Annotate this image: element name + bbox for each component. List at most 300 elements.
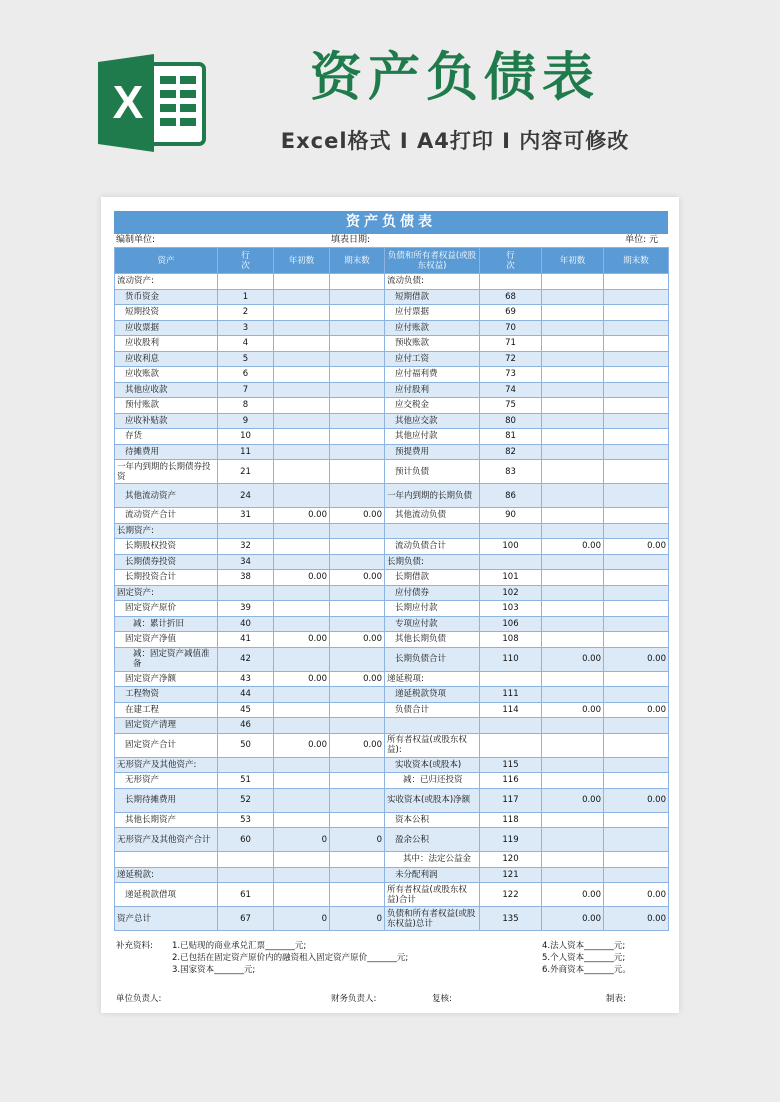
asset-line-no[interactable] <box>218 585 274 601</box>
asset-name[interactable]: 一年内到期的长期债券投资 <box>115 460 218 484</box>
liability-end-value[interactable] <box>604 867 669 883</box>
asset-name[interactable] <box>115 852 218 868</box>
asset-end-value[interactable] <box>330 718 385 734</box>
asset-begin-value[interactable] <box>274 429 330 445</box>
liability-line-no[interactable]: 121 <box>480 867 542 883</box>
asset-line-no[interactable]: 45 <box>218 702 274 718</box>
liability-line-no[interactable]: 122 <box>480 883 542 907</box>
liability-line-no[interactable]: 117 <box>480 788 542 812</box>
liability-line-no[interactable] <box>480 671 542 687</box>
asset-name[interactable]: 固定资产清理 <box>115 718 218 734</box>
liability-begin-value[interactable]: 0.00 <box>542 539 604 555</box>
asset-name[interactable]: 固定资产净值 <box>115 632 218 648</box>
liability-begin-value[interactable] <box>542 687 604 703</box>
liability-name[interactable]: 其他流动负债 <box>385 508 480 524</box>
liability-end-value[interactable] <box>604 523 669 539</box>
liability-name[interactable]: 递延税款贷项 <box>385 687 480 703</box>
asset-line-no[interactable]: 46 <box>218 718 274 734</box>
asset-begin-value[interactable] <box>274 647 330 671</box>
asset-name[interactable]: 固定资产原价 <box>115 601 218 617</box>
asset-end-value[interactable] <box>330 460 385 484</box>
asset-line-no[interactable]: 50 <box>218 733 274 757</box>
asset-line-no[interactable] <box>218 852 274 868</box>
asset-end-value[interactable] <box>330 647 385 671</box>
asset-line-no[interactable]: 34 <box>218 554 274 570</box>
liability-line-no[interactable] <box>480 274 542 290</box>
asset-line-no[interactable]: 8 <box>218 398 274 414</box>
liability-name[interactable]: 应付福利费 <box>385 367 480 383</box>
liability-begin-value[interactable] <box>542 413 604 429</box>
liability-begin-value[interactable] <box>542 305 604 321</box>
asset-begin-value[interactable] <box>274 883 330 907</box>
asset-name[interactable]: 存货 <box>115 429 218 445</box>
liability-begin-value[interactable] <box>542 718 604 734</box>
asset-name[interactable]: 应收股利 <box>115 336 218 352</box>
asset-line-no[interactable]: 32 <box>218 539 274 555</box>
asset-end-value[interactable] <box>330 382 385 398</box>
liability-begin-value[interactable] <box>542 367 604 383</box>
liability-end-value[interactable] <box>604 852 669 868</box>
liability-line-no[interactable] <box>480 718 542 734</box>
liability-begin-value[interactable] <box>542 773 604 789</box>
liability-begin-value[interactable] <box>542 429 604 445</box>
liability-begin-value[interactable] <box>542 460 604 484</box>
asset-line-no[interactable] <box>218 274 274 290</box>
asset-line-no[interactable]: 4 <box>218 336 274 352</box>
asset-line-no[interactable] <box>218 523 274 539</box>
liability-end-value[interactable] <box>604 484 669 508</box>
asset-end-value[interactable] <box>330 274 385 290</box>
liability-end-value[interactable] <box>604 671 669 687</box>
liability-end-value[interactable] <box>604 812 669 828</box>
liability-end-value[interactable] <box>604 274 669 290</box>
liability-name[interactable]: 应付股利 <box>385 382 480 398</box>
asset-name[interactable]: 流动资产合计 <box>115 508 218 524</box>
liability-name[interactable]: 应付债券 <box>385 585 480 601</box>
asset-begin-value[interactable] <box>274 585 330 601</box>
liability-line-no[interactable]: 74 <box>480 382 542 398</box>
asset-end-value[interactable] <box>330 484 385 508</box>
asset-name[interactable]: 应收利息 <box>115 351 218 367</box>
liability-name[interactable]: 所有者权益(或股东权益)合计 <box>385 883 480 907</box>
asset-name[interactable]: 递延税款借项 <box>115 883 218 907</box>
liability-begin-value[interactable] <box>542 570 604 586</box>
asset-name[interactable]: 工程物资 <box>115 687 218 703</box>
asset-line-no[interactable]: 6 <box>218 367 274 383</box>
liability-begin-value[interactable] <box>542 867 604 883</box>
asset-name[interactable]: 无形资产 <box>115 773 218 789</box>
liability-begin-value[interactable] <box>542 601 604 617</box>
asset-end-value[interactable] <box>330 867 385 883</box>
asset-begin-value[interactable]: 0.00 <box>274 632 330 648</box>
asset-line-no[interactable]: 11 <box>218 444 274 460</box>
asset-end-value[interactable] <box>330 289 385 305</box>
asset-line-no[interactable]: 67 <box>218 907 274 931</box>
asset-begin-value[interactable] <box>274 367 330 383</box>
liability-line-no[interactable]: 69 <box>480 305 542 321</box>
liability-name[interactable]: 递延税项: <box>385 671 480 687</box>
liability-end-value[interactable] <box>604 289 669 305</box>
asset-end-value[interactable] <box>330 883 385 907</box>
liability-line-no[interactable]: 71 <box>480 336 542 352</box>
asset-end-value[interactable]: 0.00 <box>330 733 385 757</box>
asset-line-no[interactable]: 41 <box>218 632 274 648</box>
liability-end-value[interactable] <box>604 429 669 445</box>
asset-name[interactable]: 长期待摊费用 <box>115 788 218 812</box>
asset-name[interactable]: 流动资产: <box>115 274 218 290</box>
liability-begin-value[interactable] <box>542 632 604 648</box>
asset-end-value[interactable] <box>330 351 385 367</box>
asset-begin-value[interactable] <box>274 523 330 539</box>
liability-end-value[interactable] <box>604 733 669 757</box>
asset-begin-value[interactable] <box>274 398 330 414</box>
liability-line-no[interactable]: 106 <box>480 616 542 632</box>
liability-end-value[interactable] <box>604 718 669 734</box>
liability-end-value[interactable]: 0.00 <box>604 907 669 931</box>
liability-line-no[interactable]: 75 <box>480 398 542 414</box>
liability-line-no[interactable]: 101 <box>480 570 542 586</box>
asset-name[interactable]: 减：固定资产减值准备 <box>115 647 218 671</box>
asset-end-value[interactable]: 0.00 <box>330 671 385 687</box>
liability-line-no[interactable] <box>480 733 542 757</box>
asset-begin-value[interactable] <box>274 616 330 632</box>
asset-begin-value[interactable] <box>274 460 330 484</box>
asset-line-no[interactable]: 5 <box>218 351 274 367</box>
liability-name[interactable]: 其他应交款 <box>385 413 480 429</box>
liability-line-no[interactable]: 135 <box>480 907 542 931</box>
asset-name[interactable]: 固定资产合计 <box>115 733 218 757</box>
liability-end-value[interactable] <box>604 305 669 321</box>
liability-begin-value[interactable] <box>542 274 604 290</box>
liability-name[interactable]: 预收账款 <box>385 336 480 352</box>
liability-name[interactable]: 应交税金 <box>385 398 480 414</box>
asset-end-value[interactable] <box>330 320 385 336</box>
asset-begin-value[interactable]: 0.00 <box>274 508 330 524</box>
liability-end-value[interactable] <box>604 554 669 570</box>
liability-begin-value[interactable] <box>542 382 604 398</box>
asset-line-no[interactable]: 3 <box>218 320 274 336</box>
asset-end-value[interactable] <box>330 757 385 773</box>
asset-line-no[interactable]: 52 <box>218 788 274 812</box>
asset-end-value[interactable] <box>330 852 385 868</box>
asset-name[interactable]: 其他流动资产 <box>115 484 218 508</box>
liability-end-value[interactable] <box>604 773 669 789</box>
asset-begin-value[interactable] <box>274 702 330 718</box>
liability-begin-value[interactable]: 0.00 <box>542 702 604 718</box>
asset-begin-value[interactable] <box>274 305 330 321</box>
liability-line-no[interactable]: 118 <box>480 812 542 828</box>
asset-end-value[interactable] <box>330 687 385 703</box>
liability-name[interactable]: 实收资本(或股本) <box>385 757 480 773</box>
liability-line-no[interactable]: 73 <box>480 367 542 383</box>
asset-end-value[interactable] <box>330 773 385 789</box>
asset-name[interactable]: 货币资金 <box>115 289 218 305</box>
asset-end-value[interactable] <box>330 601 385 617</box>
liability-line-no[interactable] <box>480 554 542 570</box>
liability-end-value[interactable] <box>604 351 669 367</box>
asset-line-no[interactable]: 24 <box>218 484 274 508</box>
liability-begin-value[interactable] <box>542 585 604 601</box>
liability-name[interactable]: 未分配利润 <box>385 867 480 883</box>
asset-begin-value[interactable] <box>274 444 330 460</box>
asset-name[interactable]: 资产总计 <box>115 907 218 931</box>
asset-end-value[interactable]: 0 <box>330 907 385 931</box>
liability-name[interactable]: 减：已归还投资 <box>385 773 480 789</box>
liability-begin-value[interactable] <box>542 444 604 460</box>
asset-line-no[interactable]: 7 <box>218 382 274 398</box>
liability-end-value[interactable] <box>604 632 669 648</box>
liability-begin-value[interactable] <box>542 484 604 508</box>
asset-begin-value[interactable]: 0.00 <box>274 671 330 687</box>
asset-begin-value[interactable] <box>274 867 330 883</box>
liability-line-no[interactable]: 114 <box>480 702 542 718</box>
liability-end-value[interactable] <box>604 687 669 703</box>
liability-end-value[interactable] <box>604 828 669 852</box>
asset-name[interactable]: 其他应收款 <box>115 382 218 398</box>
asset-end-value[interactable] <box>330 554 385 570</box>
liability-name[interactable]: 预提费用 <box>385 444 480 460</box>
liability-line-no[interactable]: 116 <box>480 773 542 789</box>
asset-begin-value[interactable] <box>274 554 330 570</box>
liability-end-value[interactable] <box>604 398 669 414</box>
asset-line-no[interactable]: 51 <box>218 773 274 789</box>
asset-line-no[interactable]: 1 <box>218 289 274 305</box>
liability-end-value[interactable] <box>604 570 669 586</box>
liability-name[interactable]: 资本公积 <box>385 812 480 828</box>
liability-name[interactable]: 实收资本(或股本)净额 <box>385 788 480 812</box>
liability-end-value[interactable]: 0.00 <box>604 883 669 907</box>
liability-end-value[interactable]: 0.00 <box>604 788 669 812</box>
liability-name[interactable]: 流动负债: <box>385 274 480 290</box>
asset-begin-value[interactable] <box>274 852 330 868</box>
asset-line-no[interactable]: 42 <box>218 647 274 671</box>
asset-line-no[interactable]: 2 <box>218 305 274 321</box>
liability-end-value[interactable] <box>604 508 669 524</box>
asset-end-value[interactable] <box>330 539 385 555</box>
liability-line-no[interactable]: 72 <box>480 351 542 367</box>
asset-end-value[interactable] <box>330 336 385 352</box>
asset-begin-value[interactable]: 0.00 <box>274 570 330 586</box>
asset-end-value[interactable]: 0 <box>330 828 385 852</box>
liability-line-no[interactable]: 111 <box>480 687 542 703</box>
asset-begin-value[interactable] <box>274 484 330 508</box>
asset-name[interactable]: 固定资产净额 <box>115 671 218 687</box>
asset-end-value[interactable] <box>330 429 385 445</box>
liability-end-value[interactable] <box>604 413 669 429</box>
liability-line-no[interactable]: 103 <box>480 601 542 617</box>
asset-line-no[interactable] <box>218 867 274 883</box>
asset-name[interactable]: 其他长期资产 <box>115 812 218 828</box>
asset-line-no[interactable]: 10 <box>218 429 274 445</box>
liability-line-no[interactable]: 108 <box>480 632 542 648</box>
asset-begin-value[interactable]: 0.00 <box>274 733 330 757</box>
asset-name[interactable]: 递延税款: <box>115 867 218 883</box>
asset-end-value[interactable] <box>330 398 385 414</box>
liability-name[interactable]: 短期借款 <box>385 289 480 305</box>
liability-end-value[interactable] <box>604 320 669 336</box>
liability-begin-value[interactable] <box>542 508 604 524</box>
asset-name[interactable]: 待摊费用 <box>115 444 218 460</box>
asset-begin-value[interactable] <box>274 718 330 734</box>
liability-name[interactable]: 应付票据 <box>385 305 480 321</box>
asset-end-value[interactable] <box>330 305 385 321</box>
liability-begin-value[interactable] <box>542 554 604 570</box>
asset-begin-value[interactable] <box>274 773 330 789</box>
liability-name[interactable]: 专项应付款 <box>385 616 480 632</box>
liability-name[interactable]: 预计负债 <box>385 460 480 484</box>
asset-line-no[interactable]: 31 <box>218 508 274 524</box>
liability-end-value[interactable] <box>604 444 669 460</box>
asset-line-no[interactable] <box>218 757 274 773</box>
asset-begin-value[interactable] <box>274 351 330 367</box>
asset-name[interactable]: 短期投资 <box>115 305 218 321</box>
liability-begin-value[interactable] <box>542 812 604 828</box>
liability-name[interactable]: 长期负债: <box>385 554 480 570</box>
asset-line-no[interactable]: 53 <box>218 812 274 828</box>
liability-name[interactable]: 盈余公积 <box>385 828 480 852</box>
liability-end-value[interactable] <box>604 585 669 601</box>
asset-end-value[interactable] <box>330 812 385 828</box>
asset-line-no[interactable]: 61 <box>218 883 274 907</box>
liability-name[interactable] <box>385 718 480 734</box>
liability-name[interactable]: 长期借款 <box>385 570 480 586</box>
liability-end-value[interactable]: 0.00 <box>604 647 669 671</box>
asset-begin-value[interactable] <box>274 812 330 828</box>
liability-line-no[interactable]: 100 <box>480 539 542 555</box>
asset-end-value[interactable]: 0.00 <box>330 508 385 524</box>
liability-name[interactable]: 应付账款 <box>385 320 480 336</box>
asset-end-value[interactable]: 0.00 <box>330 570 385 586</box>
asset-begin-value[interactable] <box>274 757 330 773</box>
liability-begin-value[interactable] <box>542 398 604 414</box>
asset-end-value[interactable] <box>330 444 385 460</box>
liability-line-no[interactable]: 119 <box>480 828 542 852</box>
asset-name[interactable]: 预付账款 <box>115 398 218 414</box>
liability-name[interactable]: 所有者权益(或股东权益): <box>385 733 480 757</box>
asset-begin-value[interactable] <box>274 289 330 305</box>
liability-line-no[interactable]: 115 <box>480 757 542 773</box>
asset-end-value[interactable]: 0.00 <box>330 632 385 648</box>
liability-begin-value[interactable] <box>542 351 604 367</box>
asset-begin-value[interactable] <box>274 336 330 352</box>
asset-name[interactable]: 应收补贴款 <box>115 413 218 429</box>
liability-name[interactable]: 长期负债合计 <box>385 647 480 671</box>
asset-name[interactable]: 减：累计折旧 <box>115 616 218 632</box>
asset-line-no[interactable]: 43 <box>218 671 274 687</box>
asset-begin-value[interactable] <box>274 320 330 336</box>
liability-line-no[interactable]: 68 <box>480 289 542 305</box>
liability-line-no[interactable]: 81 <box>480 429 542 445</box>
asset-name[interactable]: 无形资产及其他资产合计 <box>115 828 218 852</box>
liability-begin-value[interactable] <box>542 852 604 868</box>
liability-name[interactable]: 流动负债合计 <box>385 539 480 555</box>
asset-name[interactable]: 应收账款 <box>115 367 218 383</box>
liability-end-value[interactable]: 0.00 <box>604 702 669 718</box>
liability-name[interactable]: 应付工资 <box>385 351 480 367</box>
liability-line-no[interactable]: 82 <box>480 444 542 460</box>
liability-end-value[interactable] <box>604 460 669 484</box>
asset-end-value[interactable] <box>330 616 385 632</box>
liability-name[interactable] <box>385 523 480 539</box>
asset-name[interactable]: 长期股权投资 <box>115 539 218 555</box>
liability-end-value[interactable] <box>604 367 669 383</box>
liability-begin-value[interactable] <box>542 671 604 687</box>
liability-line-no[interactable]: 80 <box>480 413 542 429</box>
liability-end-value[interactable] <box>604 336 669 352</box>
asset-end-value[interactable] <box>330 702 385 718</box>
asset-begin-value[interactable]: 0 <box>274 828 330 852</box>
liability-begin-value[interactable]: 0.00 <box>542 907 604 931</box>
liability-begin-value[interactable] <box>542 616 604 632</box>
liability-begin-value[interactable]: 0.00 <box>542 788 604 812</box>
asset-line-no[interactable]: 39 <box>218 601 274 617</box>
liability-begin-value[interactable]: 0.00 <box>542 883 604 907</box>
liability-line-no[interactable]: 120 <box>480 852 542 868</box>
asset-name[interactable]: 在建工程 <box>115 702 218 718</box>
liability-end-value[interactable]: 0.00 <box>604 539 669 555</box>
asset-begin-value[interactable] <box>274 539 330 555</box>
asset-line-no[interactable]: 44 <box>218 687 274 703</box>
asset-begin-value[interactable] <box>274 788 330 812</box>
asset-line-no[interactable]: 21 <box>218 460 274 484</box>
liability-name[interactable]: 负债合计 <box>385 702 480 718</box>
liability-begin-value[interactable] <box>542 336 604 352</box>
asset-begin-value[interactable] <box>274 601 330 617</box>
liability-name[interactable]: 负债和所有者权益(或股东权益)总计 <box>385 907 480 931</box>
asset-begin-value[interactable]: 0 <box>274 907 330 931</box>
liability-name[interactable]: 长期应付款 <box>385 601 480 617</box>
liability-begin-value[interactable] <box>542 828 604 852</box>
liability-begin-value[interactable] <box>542 757 604 773</box>
liability-begin-value[interactable] <box>542 289 604 305</box>
asset-end-value[interactable] <box>330 413 385 429</box>
liability-line-no[interactable]: 70 <box>480 320 542 336</box>
liability-line-no[interactable]: 90 <box>480 508 542 524</box>
asset-line-no[interactable]: 40 <box>218 616 274 632</box>
asset-line-no[interactable]: 9 <box>218 413 274 429</box>
liability-end-value[interactable] <box>604 616 669 632</box>
asset-end-value[interactable] <box>330 367 385 383</box>
liability-begin-value[interactable]: 0.00 <box>542 647 604 671</box>
asset-begin-value[interactable] <box>274 687 330 703</box>
liability-line-no[interactable]: 83 <box>480 460 542 484</box>
asset-name[interactable]: 长期资产: <box>115 523 218 539</box>
asset-name[interactable]: 长期投资合计 <box>115 570 218 586</box>
liability-begin-value[interactable] <box>542 523 604 539</box>
asset-name[interactable]: 固定资产: <box>115 585 218 601</box>
liability-end-value[interactable] <box>604 757 669 773</box>
liability-name[interactable]: 其他长期负债 <box>385 632 480 648</box>
asset-name[interactable]: 应收票据 <box>115 320 218 336</box>
asset-begin-value[interactable] <box>274 274 330 290</box>
liability-end-value[interactable] <box>604 601 669 617</box>
liability-line-no[interactable]: 110 <box>480 647 542 671</box>
liability-name[interactable]: 一年内到期的长期负债 <box>385 484 480 508</box>
asset-name[interactable]: 无形资产及其他资产: <box>115 757 218 773</box>
asset-name[interactable]: 长期债券投资 <box>115 554 218 570</box>
liability-name[interactable]: 其他应付款 <box>385 429 480 445</box>
liability-begin-value[interactable] <box>542 733 604 757</box>
liability-begin-value[interactable] <box>542 320 604 336</box>
asset-end-value[interactable] <box>330 585 385 601</box>
liability-name[interactable]: 其中：法定公益金 <box>385 852 480 868</box>
liability-line-no[interactable]: 102 <box>480 585 542 601</box>
asset-line-no[interactable]: 60 <box>218 828 274 852</box>
asset-begin-value[interactable] <box>274 382 330 398</box>
asset-line-no[interactable]: 38 <box>218 570 274 586</box>
liability-line-no[interactable] <box>480 523 542 539</box>
asset-begin-value[interactable] <box>274 413 330 429</box>
